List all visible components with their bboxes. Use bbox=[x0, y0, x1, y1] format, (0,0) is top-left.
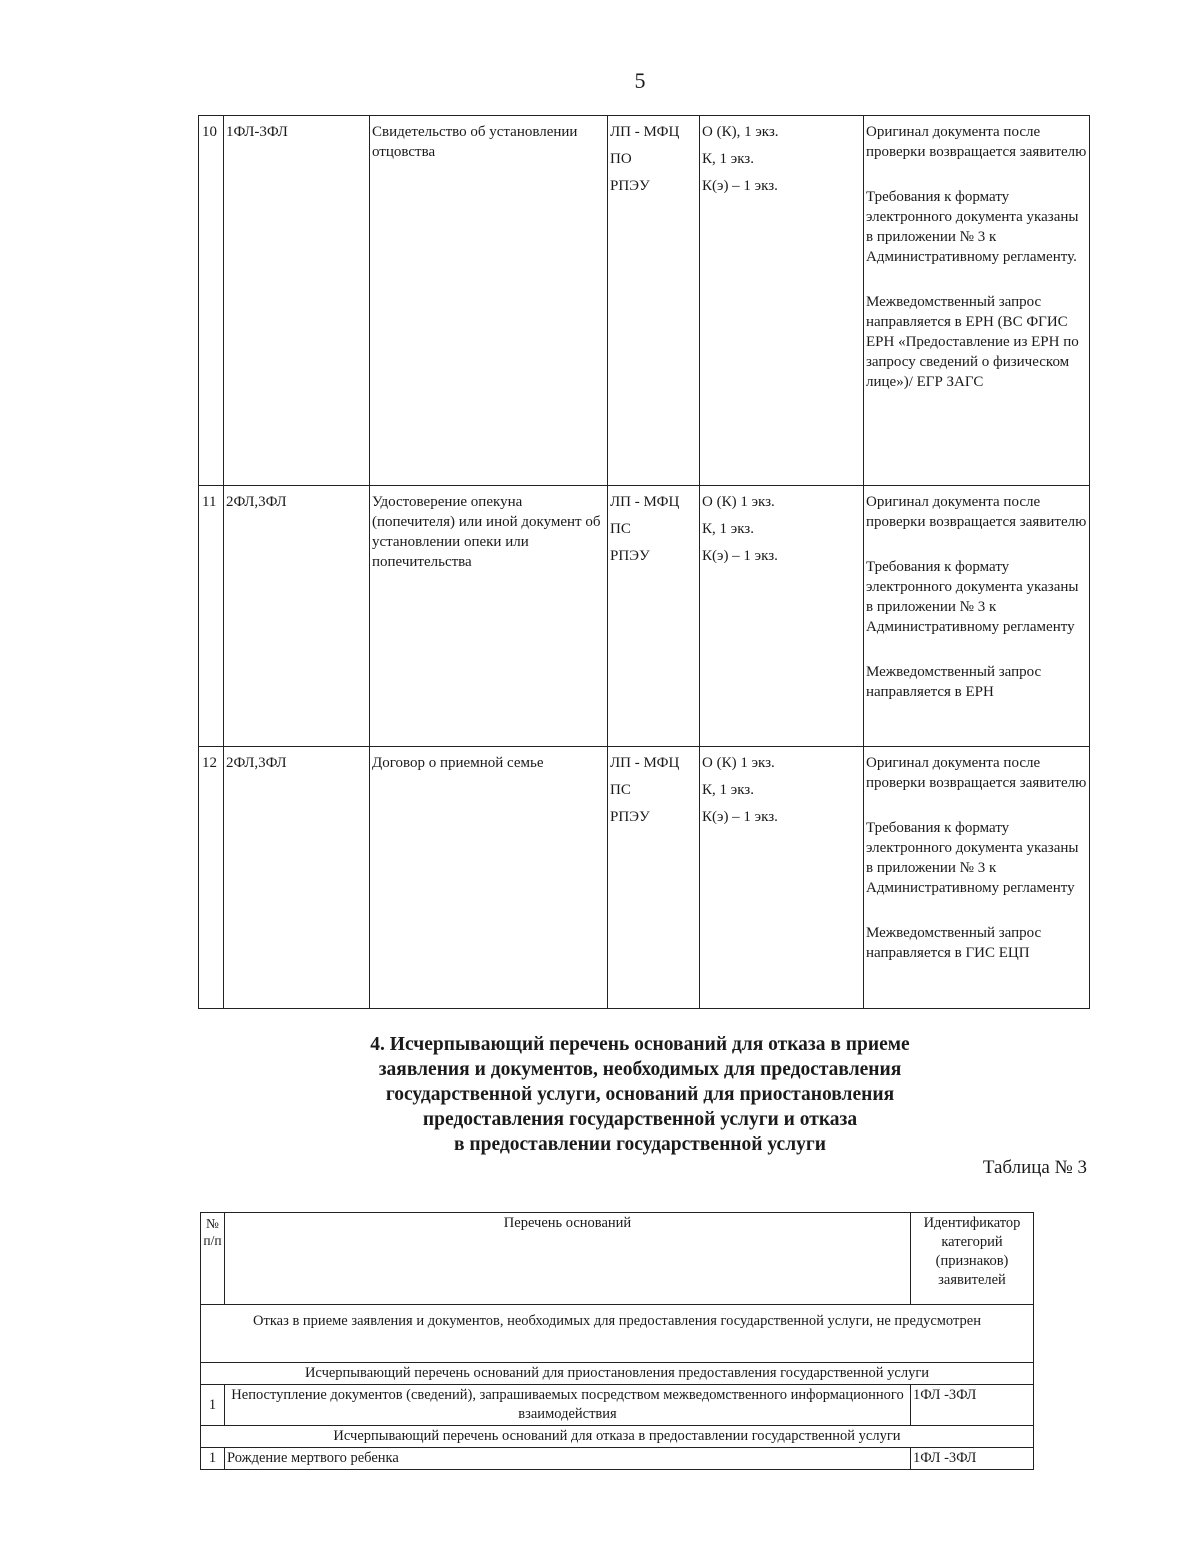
table-row bbox=[201, 1385, 1034, 1426]
documents-table-continuation bbox=[198, 115, 1090, 1009]
row-text: Рождение мертвого ребенка bbox=[225, 1448, 911, 1470]
notes bbox=[864, 486, 1090, 747]
note-paragraph: Требования к формату электронного документа указаны в приложении № 3 к Административному регламенту bbox=[866, 559, 1079, 635]
form-line: К, 1 экз. bbox=[702, 521, 754, 537]
section-title-line: заявления и документов, необходимых для предоставления bbox=[378, 1059, 902, 1080]
applicant-category: 2ФЛ,3ФЛ bbox=[224, 486, 370, 747]
row-number: 10 bbox=[199, 116, 224, 486]
submission-line: ЛП - МФЦ bbox=[610, 755, 680, 771]
submission-line: ЛП - МФЦ bbox=[610, 494, 680, 510]
refusal-heading-row bbox=[201, 1426, 1034, 1448]
submission-method bbox=[608, 116, 700, 486]
row-number: 12 bbox=[199, 747, 224, 1009]
submission-method bbox=[608, 486, 700, 747]
table-row bbox=[201, 1448, 1034, 1470]
suspension-heading-row bbox=[201, 1363, 1034, 1385]
table-row bbox=[199, 116, 1090, 486]
refusal-heading: Исчерпывающий перечень оснований для отказа в предоставлении государственной услуги bbox=[201, 1426, 1034, 1448]
suspension-heading: Исчерпывающий перечень оснований для приостановления предоставления государственной услуги bbox=[201, 1363, 1034, 1385]
document-form bbox=[700, 116, 864, 486]
refusal-intake-row bbox=[201, 1305, 1034, 1363]
form-line: О (К), 1 экз. bbox=[702, 124, 779, 140]
note-paragraph: Оригинал документа после проверки возвращается заявителю bbox=[866, 755, 1087, 791]
document-form bbox=[700, 747, 864, 1009]
notes bbox=[864, 116, 1090, 486]
note-paragraph: Оригинал документа после проверки возвращается заявителю bbox=[866, 494, 1087, 530]
notes bbox=[864, 747, 1090, 1009]
section-title-line: в предоставлении государственной услуги bbox=[453, 1134, 826, 1155]
document-name: Свидетельство об установлении отцовства bbox=[370, 116, 608, 486]
form-line: К(э) – 1 экз. bbox=[702, 809, 778, 825]
applicant-category: 2ФЛ,3ФЛ bbox=[224, 747, 370, 1009]
section-title-line: 4. Исчерпывающий перечень оснований для отказа в приеме bbox=[370, 1034, 910, 1055]
submission-line: РПЭУ bbox=[610, 809, 650, 825]
submission-line: РПЭУ bbox=[610, 548, 650, 564]
form-line: О (К) 1 экз. bbox=[702, 494, 775, 510]
applicant-category: 1ФЛ-3ФЛ bbox=[224, 116, 370, 486]
document-name: Удостоверение опекуна (попечителя) или иной документ об установлении опеки или попечительства bbox=[370, 486, 608, 747]
row-number: 11 bbox=[199, 486, 224, 747]
section-title-line: предоставления государственной услуги и отказа bbox=[422, 1109, 858, 1130]
row-category: 1ФЛ -3ФЛ bbox=[911, 1448, 1034, 1470]
table-row bbox=[199, 747, 1090, 1009]
document-name: Договор о приемной семье bbox=[370, 747, 608, 1009]
table-row bbox=[199, 486, 1090, 747]
row-num: 1 bbox=[201, 1448, 225, 1470]
submission-line: РПЭУ bbox=[610, 178, 650, 194]
note-paragraph: Межведомственный запрос направляется в ЕРН (ВС ФГИС ЕРН «Предоставление из ЕРН по запросу сведений о физическом лице»)/ ЕГР ЗАГС bbox=[866, 294, 1079, 390]
page-number: 5 bbox=[634, 68, 646, 93]
section-title bbox=[300, 1032, 980, 1157]
submission-line: ПС bbox=[610, 782, 631, 798]
note-paragraph: Требования к формату электронного документа указаны в приложении № 3 к Административному регламенту bbox=[866, 820, 1079, 896]
note-paragraph: Межведомственный запрос направляется в ГИС ЕЦП bbox=[866, 925, 1042, 961]
refusal-intake-text: Отказ в приеме заявления и документов, необходимых для предоставления государственной услуги, не предусмотрен bbox=[201, 1305, 1034, 1363]
form-line: К(э) – 1 экз. bbox=[702, 548, 778, 564]
submission-line: ПС bbox=[610, 521, 631, 537]
header-grounds-list: Перечень оснований bbox=[225, 1213, 911, 1305]
header-num: № п/п bbox=[201, 1213, 225, 1305]
submission-line: ПО bbox=[610, 151, 632, 167]
table-caption: Таблица № 3 bbox=[982, 1157, 1087, 1178]
row-category: 1ФЛ -3ФЛ bbox=[911, 1385, 1034, 1426]
section-title-line: государственной услуги, оснований для приостановления bbox=[385, 1084, 895, 1105]
submission-line: ЛП - МФЦ bbox=[610, 124, 680, 140]
note-paragraph: Требования к формату электронного документа указаны в приложении № 3 к Административному регламенту. bbox=[866, 189, 1079, 265]
form-line: О (К) 1 экз. bbox=[702, 755, 775, 771]
note-paragraph: Межведомственный запрос направляется в ЕРН bbox=[866, 664, 1042, 700]
note-paragraph: Оригинал документа после проверки возвращается заявителю bbox=[866, 124, 1087, 160]
table-header-row bbox=[201, 1213, 1034, 1305]
row-num: 1 bbox=[201, 1385, 225, 1426]
grounds-table bbox=[200, 1212, 1034, 1470]
form-line: К, 1 экз. bbox=[702, 151, 754, 167]
document-form bbox=[700, 486, 864, 747]
header-identifier: Идентификатор категорий (признаков) заявителей bbox=[911, 1213, 1034, 1305]
form-line: К, 1 экз. bbox=[702, 782, 754, 798]
form-line: К(э) – 1 экз. bbox=[702, 178, 778, 194]
row-text: Непоступление документов (сведений), запрашиваемых посредством межведомственного информационного взаимодействия bbox=[225, 1385, 911, 1426]
submission-method bbox=[608, 747, 700, 1009]
